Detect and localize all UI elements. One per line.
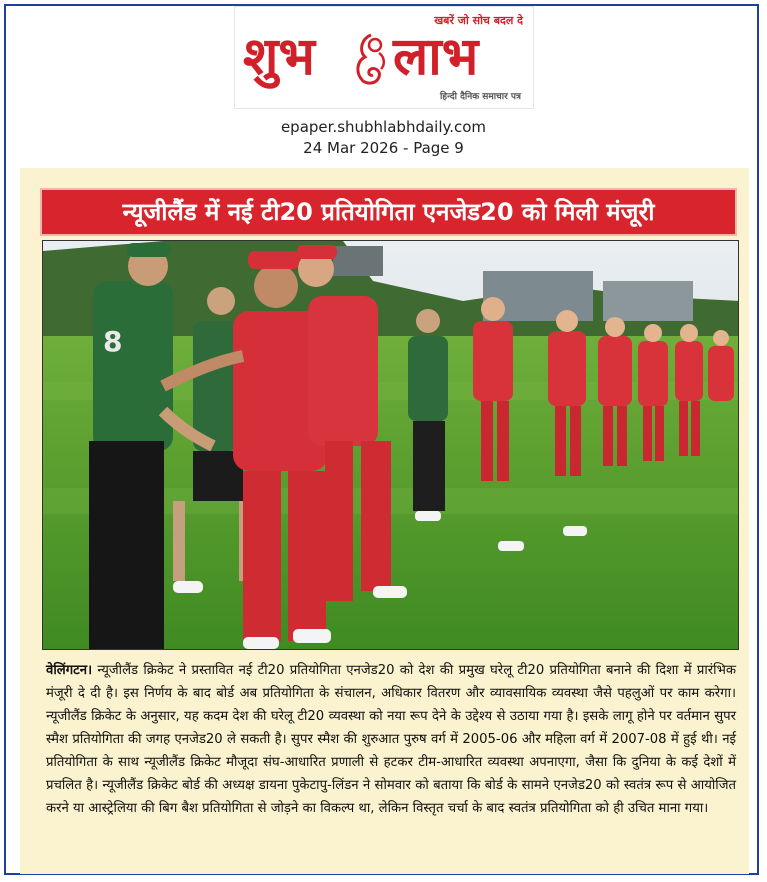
article-photo bbox=[42, 240, 739, 650]
date-page: 24 Mar 2026 - Page 9 bbox=[303, 139, 464, 157]
logo-word-right: लाभ bbox=[393, 26, 479, 87]
svg-text:8: 8 bbox=[103, 325, 123, 358]
masthead-tagline: खबरें जो सोच बदल दे bbox=[434, 14, 523, 27]
article-headline: न्यूजीलैंड में नई टी20 प्रतियोगिता एनजेड20 को मिली मंजूरी bbox=[40, 188, 737, 236]
article-box bbox=[20, 168, 749, 874]
masthead-logo bbox=[234, 6, 534, 109]
article-body-text: न्यूजीलैंड क्रिकेट ने प्रस्तावित नई टी20 प्रतियोगिता एनजेड20 को देश की प्रमुख घरेलू टी20 प्रतियोगिता बनाने की दिशा में प्रारंभिक मंजूरी दे दी है। इस निर्णय के बाद बोर्ड अब प्रतियोगिता के संचालन, अधिकार वितरण और व्यावसायिक व्यवस्था जैसे पहलुओं पर काम करेगा। न्यूजीलैंड क्रिकेट के अनुसार, यह कदम देश की घरेलू टी20 व्यवस्था को नया रूप देने के उद्देश्य से उठाया गया है। इसके लागू होने पर वर्तमान सुपर स्मैश प्रतियोगिता की जगह एनजेड20 ले सकती है। सुपर स्मैश की शुरुआत पुरुष वर्ग में 2005-06 और महिला वर्ग में 2007-08 में हुई थी। नई प्रतियोगिता के साथ न्यूजीलैंड क्रिकेट मौजूदा संघ-आधारित प्रणाली से हटकर टीम-आधारित व्यवस्था अपनाएगा, जैसा कि दुनिया के कई देशों में प्रचलित है। न्यूजीलैंड क्रिकेट बोर्ड की अध्यक्ष डायना पुकेटापु-लिंडन ने सोमवार को बताया कि बोर्ड के सामने एनजेड20 को स्वतंत्र रूप से आयोजित करने या आस्ट्रेलिया की बिग बैश प्रतियोगिता से जोड़ने का विकल्प था, लेकिन विस्तृत चर्चा के बाद स्वतंत्र प्रतियोगिता को ही उचित माना गया। bbox=[46, 663, 736, 816]
masthead-subline: हिन्दी दैनिक समाचार पत्र bbox=[439, 92, 521, 102]
article-dateline: वेलिंगटन। bbox=[46, 663, 93, 678]
site-url[interactable]: epaper.shubhlabhdaily.com bbox=[280, 118, 487, 136]
ganesha-emblem-icon bbox=[351, 31, 391, 87]
article-body bbox=[46, 659, 736, 820]
foreground-green-player bbox=[89, 243, 173, 650]
logo-word-left: शुभ bbox=[243, 26, 315, 87]
